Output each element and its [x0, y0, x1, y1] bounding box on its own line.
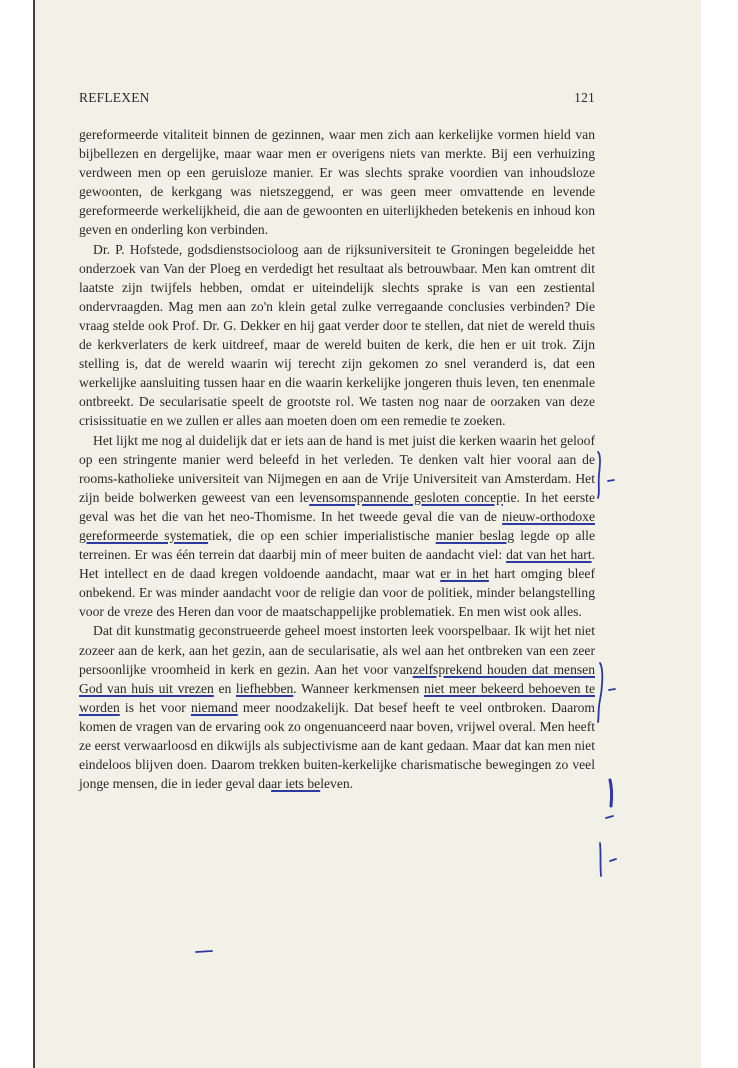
underlined-phrase: vensomspannende gesloten concep	[309, 489, 503, 505]
underlined-phrase: niet meer bekeerd behoeven te worden	[79, 680, 595, 715]
text-run: tiek, die op een schier imperialistische	[208, 527, 436, 543]
paragraph-4	[79, 621, 595, 793]
paragraph-3	[79, 431, 595, 622]
underlined-phrase: manier beslag	[435, 527, 515, 543]
underlined-phrase: zelfsprekend houden dat mensen God van huis uit vrezen	[79, 661, 595, 696]
body-text	[79, 125, 595, 793]
underlined-phrase: dat van het hart	[506, 547, 592, 563]
text-run: Dat dit kunstmatig geconstrueerde geheel moest instorten leek voorspelbaar. Ik wijt het niet zozeer aan de kerk, aan het gezin, aan de secularisatie, als wel aan het ontbreken van een zeer persoonlijke vroomheid in kerk en gezin. Aan het voor van	[79, 623, 595, 677]
underlined-phrase: niemand	[190, 699, 238, 715]
text-run: . Wanneer kerkmensen	[293, 680, 424, 696]
text-run: is het voor	[119, 699, 191, 715]
text-run: tie. In het eerste geval was het die van het neo-Thomisme. In het tweede geval die van de	[79, 489, 595, 524]
paragraph-1	[79, 125, 595, 240]
running-title: REFLEXEN	[79, 90, 150, 105]
text-run: Het lijkt me nog al duidelijk dat er iets aan de hand is met juist die kerken waarin het geloof op een stringente manier werd beleefd in het verleden. Te denken valt hier vooral aan de rooms-katholieke universiteit van Nijmegen en aan de Vrije Universiteit van Amsterdam. Het zijn beide bolwerken geweest van een le	[79, 432, 595, 505]
text-run: legde op alle terreinen. Er was één terrein dat daarbij min of meer buiten de aandacht viel:	[79, 527, 595, 563]
text-run: meer noodzakelijk. Dat besef heeft te veel ontbroken. Daarom komen de vragen van de ervaring ook zo ongenuanceerd naar boven, vrijwel overal. Men heeft ze eerst verwaarloosd en dikwijls als subjectivisme aan de kant gedaan. Maar dat kan men niet eindeloos blijven doen. Daarom trekken buiten-kerkelijke charismatische bewegingen zo veel jonge mensen, die in ieder geval da	[79, 699, 596, 792]
underlined-phrase: er in het	[440, 566, 489, 582]
text-run: Dr. P. Hofstede, godsdienstsocioloog aan de rijksuniversiteit te Groningen begeleidde het onderzoek van Van der Ploeg en verdedigt het resultaat als betrouwbaar. Men kan omtrent dit laatste zijn twijfels hebben, omdat er uiteindelijk slechts sprake is van een zestiental ondervraagden. Mag men aan zo'n klein getal zulke verregaande conclusies verbinden? Die vraag stelde ook Prof. Dr. G. Dekker en hij gaat verder door te stellen, dat niet de wereld thuis de kerkverlaters de kerk uitdreef, maar de wereld buiten de kerk, die hen er uit trok. Zijn stelling is, dat de wereld waarin wij terecht zijn gekomen zo snel veranderd is, dat een werkelijke aansluiting tussen haar en die waarin kerkelijke jongeren thuis leven, ten enenmale ontbreekt. De secularisatie speelt de grootste rol. We tasten nog naar de oorzaken van deze crisissituatie en we zullen er alles aan moeten doen om een remedie te zoeken.	[79, 241, 595, 429]
page-edge	[33, 0, 35, 1068]
text-run: en	[213, 680, 236, 696]
underlined-phrase: liefhebben	[235, 680, 294, 696]
underlined-phrase: nieuw-orthodoxe	[502, 508, 595, 524]
paragraph-2	[79, 240, 595, 431]
underlined-phrase: gereformeerde systema	[79, 527, 209, 543]
page-number: 121	[574, 90, 595, 105]
underlined-phrase: ar iets be	[271, 776, 321, 792]
text-run: leven.	[320, 776, 354, 792]
page-header	[79, 90, 595, 110]
text-run: . Het intellect en de daad kregen voldoende aandacht, maar wat	[79, 547, 596, 582]
text-run: gereformeerde vitaliteit binnen de gezinnen, waar men zich aan kerkelijke vormen hield van bijbellezen en dergelijke, maar waar men er overigens niets van merkte. Bij een verhuizing verdween men op een geruisloze manier. Er was slechts sprake voordien van inhoudsloze gewoonten, de kerkgang was nietszeggend, er was geen meer omvattende en levende gereformeerde werkelijkheid, die aan de gewoonten en uiterlijkheden betekenis en inhoud kon geven en onderling kon verbinden.	[79, 127, 595, 238]
text-run: hart omging bleef onbekend. Er was minder aandacht voor de religie dan voor de politiek, minder belangstelling voor de vreze des Heren dan voor de maatschappelijke problematiek. En men wist ook alles.	[79, 566, 595, 620]
